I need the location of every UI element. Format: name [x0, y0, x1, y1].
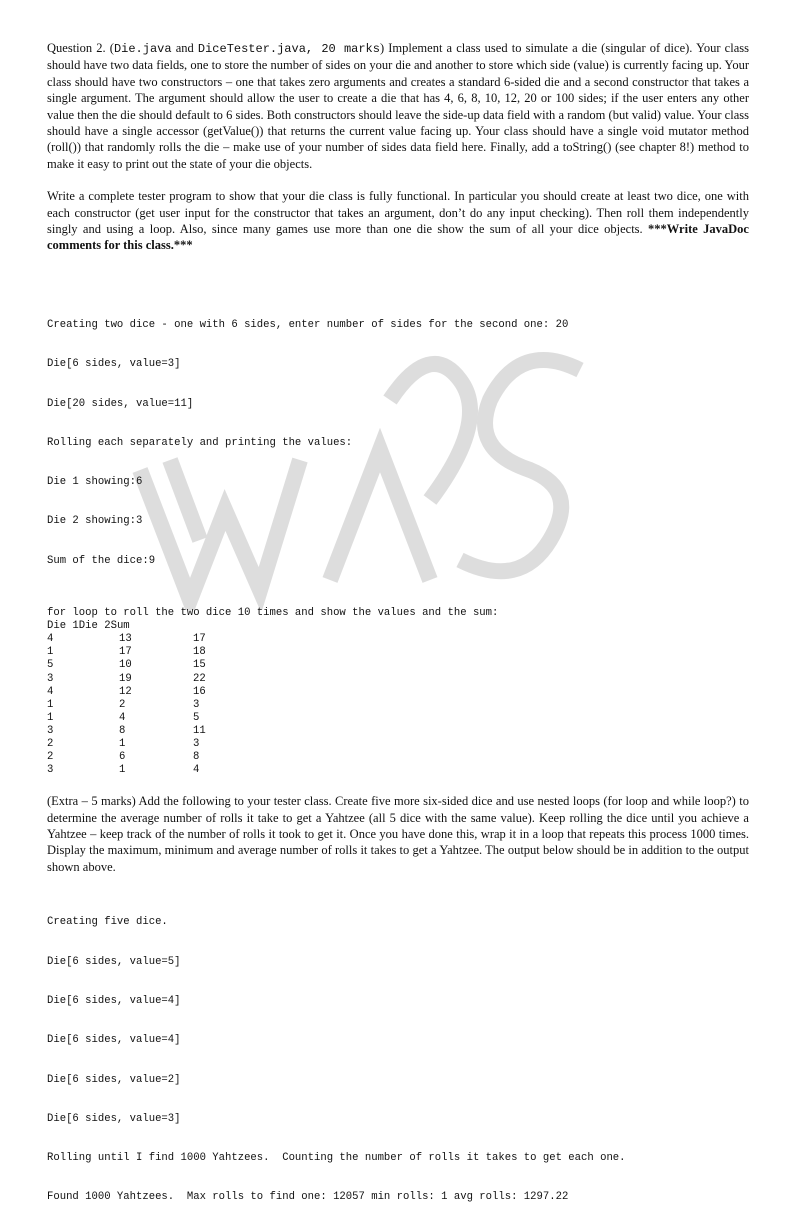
console-line: Rolling each separately and printing the values:: [47, 436, 353, 449]
table-cell: 1: [47, 646, 54, 659]
table-cell: 11: [193, 724, 206, 737]
console-line: Rolling until I find 1000 Yahtzees. Counting the number of rolls it takes to get each one.: [47, 1152, 626, 1165]
table-cell: 4: [47, 685, 54, 698]
file-name-die: Die.java: [113, 42, 172, 56]
table-row: [47, 725, 253, 738]
table-cell: 3: [47, 672, 54, 685]
table-cell: 8: [193, 751, 200, 764]
console-line: Die[20 sides, value=11]: [47, 397, 194, 410]
table-header-cell: Sum: [110, 620, 130, 633]
console-line: Creating five dice.: [47, 916, 168, 929]
table-row: [47, 633, 253, 646]
console-line: Die[6 sides, value=3]: [47, 358, 181, 371]
table-cell: 3: [193, 737, 200, 750]
table-cell: 12: [119, 685, 132, 698]
table-cell: 16: [193, 685, 206, 698]
table-header-cell: Die 1: [47, 620, 79, 633]
table-row: [47, 764, 253, 777]
console-line: Die[6 sides, value=4]: [47, 1034, 181, 1047]
table-cell: 3: [193, 698, 200, 711]
table-cell: 4: [119, 711, 126, 724]
table-cell: 4: [193, 764, 200, 777]
table-cell: 17: [119, 646, 132, 659]
console-output-1: [47, 293, 749, 594]
table-header: [47, 620, 253, 633]
table-cell: 10: [119, 659, 132, 672]
table-cell: 8: [119, 724, 126, 737]
table-cell: 1: [119, 737, 126, 750]
table-row: [47, 686, 253, 699]
console-line: Die[6 sides, value=4]: [47, 995, 181, 1008]
console-line: Sum of the dice:9: [47, 554, 156, 567]
table-row: [47, 659, 253, 672]
tester-paragraph: [47, 188, 749, 254]
tester-paragraph-text: Write a complete tester program to show that your die class is fully functional. In particular you should create at least two dice, one with each constructor (get user input for the constructor that takes an argument, don’t do any input checking). Then roll them independently singly and using a loop. Also, since many games use more than one die show the sum of all your dice objects.: [47, 189, 749, 237]
extra-paragraph: (Extra – 5 marks) Add the following to your tester class. Create five more six-sided dice and use nested loops (for loop and while loop?) to determine the average number of rolls it take to get a Yahtzee (all 5 dice with the same value). Keep rolling the dice until you achieve a Yahtzee – keep track of the number of rolls it took to get it. Once you have done this, wrap it in a loop that repeats this process 1000 times. Display the maximum, minimum and average number of rolls it takes to get a Yahtzee. The output below should be in addition to the output shown above.: [47, 794, 749, 874]
table-cell: 5: [193, 711, 200, 724]
console-line: Die[6 sides, value=2]: [47, 1073, 181, 1086]
table-cell: 4: [47, 633, 54, 646]
table-row: [47, 673, 253, 686]
table-row: [47, 699, 253, 712]
console-line: Creating two dice - one with 6 sides, enter number of sides for the second one: 20: [47, 319, 569, 332]
loop-intro: for loop to roll the two dice 10 times and show the values and the sum:: [47, 607, 499, 620]
table-cell: 3: [47, 764, 54, 777]
console-line: Die[6 sides, value=5]: [47, 955, 181, 968]
table-header-cell: Die 2: [78, 620, 111, 633]
table-row: [47, 751, 253, 764]
console-line: Die 1 showing:6: [47, 476, 143, 489]
table-cell: 22: [193, 672, 206, 685]
console-line: Die[6 sides, value=3]: [47, 1112, 181, 1125]
table-cell: 2: [119, 698, 126, 711]
table-header-row: [47, 620, 253, 633]
table-cell: 2: [47, 751, 54, 764]
document-page: [47, 40, 749, 1231]
table-cell: 15: [193, 659, 206, 672]
table-cell: 19: [119, 672, 132, 685]
table-cell: 17: [193, 633, 206, 646]
javadoc-note: ***Write JavaDoc comments for this class.***: [47, 222, 749, 253]
table-row: [47, 646, 253, 659]
table-cell: 18: [193, 646, 206, 659]
table-cell: 5: [47, 659, 54, 672]
file-name-tester: DiceTester.java, 20 marks: [197, 42, 380, 56]
console-output-2: [47, 890, 749, 1230]
console-line: Die 2 showing:3: [47, 515, 143, 528]
console-line: Found 1000 Yahtzees. Max rolls to find one: 12057 min rolls: 1 avg rolls: 1297.22: [47, 1191, 569, 1204]
dice-roll-table: [47, 620, 253, 777]
table-row: [47, 738, 253, 751]
table-cell: 1: [47, 698, 54, 711]
table-row: [47, 712, 253, 725]
question-and: and: [171, 41, 198, 55]
question-body: Implement a class used to simulate a die (singular of dice). Your class should have two data fields, one to store the number of sides on your die and another to store which side (value) is currently facing up. Your class should have two constructors – one that takes zero arguments and creates a standard 6-sided die and a second constructor that takes a single argument. The argument should allow the user to create a die that has 4, 6, 8, 10, 12, 20 or 100 sides; if the user enters any other value then the die should default to 6 sides. Both constructors should leave the side-up data field with a random (but valid) value. Your class should have a single accessor (getValue()) that returns the current value facing up. Your class should have a single void mutator method (roll()) that randomly rolls the die – make use of your number of sides data field here. Finally, add a toString() (see chapter 8!) method to make it easy to print out the state of your die objects.: [47, 41, 749, 171]
table-cell: 6: [119, 751, 126, 764]
table-cell: 2: [47, 737, 54, 750]
question-paragraph: [47, 40, 749, 172]
table-cell: 3: [47, 724, 54, 737]
question-prefix: Question 2. (: [47, 41, 114, 55]
table-cell: 13: [119, 633, 132, 646]
table-cell: 1: [119, 764, 126, 777]
table-cell: 1: [47, 711, 54, 724]
question-close-paren: ): [379, 41, 385, 55]
